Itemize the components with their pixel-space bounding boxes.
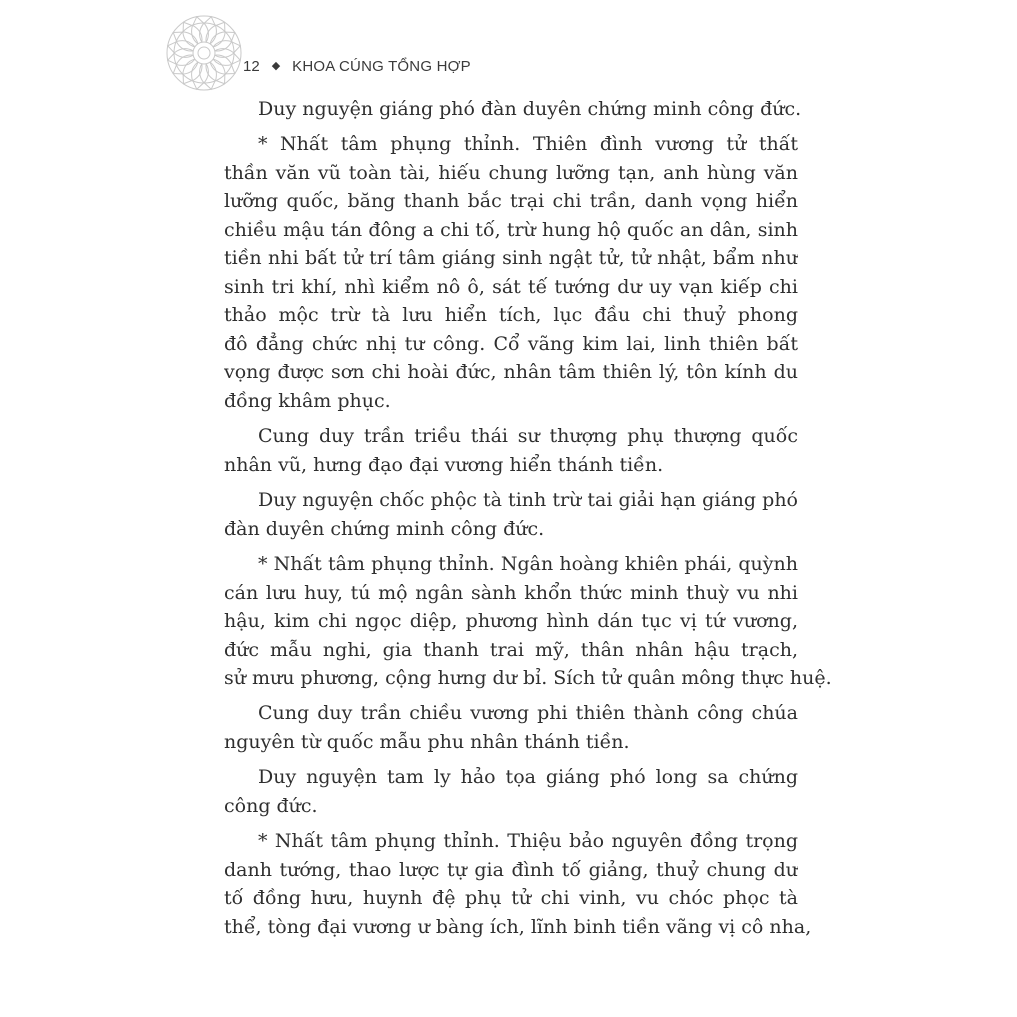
text-line: Duy nguyện giáng phó đàn duyên chứng minh công đức. xyxy=(258,98,802,120)
text-line: thần văn vũ toàn tài, hiếu chung lưỡng tạn, anh hùng văn xyxy=(224,161,798,184)
text-line: Cung duy trần triều thái sư thượng phụ thượng quốc xyxy=(258,425,798,448)
text-line: thảo mộc trừ tà lưu hiển tích, lục đầu chi thuỷ phong xyxy=(224,304,798,327)
text-line: tiền nhi bất tử trí tâm giáng sinh ngật tử, tử nhật, bẩm như xyxy=(224,247,798,270)
text-line: Cung duy trần chiều vương phi thiên thành công chúa xyxy=(258,702,798,725)
diamond-separator-icon: ◆ xyxy=(271,59,281,72)
text-line: sinh tri khí, nhì kiểm nô ô, sát tế tướng dư uy vạn kiếp chi xyxy=(224,275,798,298)
paragraph xyxy=(224,763,798,820)
paragraph xyxy=(224,95,802,124)
text-line: vọng được sơn chi hoài đức, nhân tâm thiên lý, tôn kính du xyxy=(224,361,798,384)
text-line: Duy nguyện chốc phộc tà tinh trừ tai giải hạn giáng phó xyxy=(258,489,798,512)
paragraph-gap xyxy=(224,820,798,827)
paragraph-gap xyxy=(224,543,798,550)
paragraph xyxy=(224,550,832,693)
text-line: danh tướng, thao lược tự gia đình tố giảng, thuỷ chung dư xyxy=(224,858,798,881)
running-head xyxy=(243,54,471,78)
text-line: đô đẳng chức nhị tư công. Cổ vãng kim lai, linh thiên bất xyxy=(224,332,798,355)
text-line: sử mưu phương, cộng hưng dư bỉ. Sích tử quân mông thực huệ. xyxy=(224,667,832,690)
paragraph xyxy=(224,130,798,415)
text-line: nguyên từ quốc mẫu phu nhân thánh tiền. xyxy=(224,730,630,753)
text-line: chiều mậu tán đông a chi tố, trừ hung hộ quốc an dân, sinh xyxy=(224,218,798,241)
text-line: công đức. xyxy=(224,794,318,817)
text-line: cán lưu huy, tú mộ ngân sành khổn thức minh thuỳ vu nhi xyxy=(224,581,798,604)
paragraph-gap xyxy=(224,756,798,763)
paragraph-gap xyxy=(224,124,798,131)
paragraph-gap xyxy=(224,479,798,486)
text-line: đàn duyên chứng minh công đức. xyxy=(224,517,545,540)
paragraph xyxy=(224,486,798,543)
running-title: KHOA CÚNG TỔNG HỢP xyxy=(292,57,471,75)
page-number: 12 xyxy=(243,57,260,75)
text-line: hậu, kim chi ngọc diệp, phương hình dán tục vị tứ vương, xyxy=(224,610,798,633)
text-line: tố đồng hưu, huynh đệ phụ tử chi vinh, vu chóc phọc tà xyxy=(224,887,798,910)
paragraph xyxy=(224,699,798,756)
text-line: * Nhất tâm phụng thỉnh. Thiệu bảo nguyên đồng trọng xyxy=(258,830,798,853)
text-line: Duy nguyện tam ly hảo tọa giáng phó long sa chứng xyxy=(258,766,798,789)
paragraph-gap xyxy=(224,693,798,700)
text-line: đức mẫu nghi, gia thanh trai mỹ, thân nhân hậu trạch, xyxy=(224,638,798,661)
text-line: * Nhất tâm phụng thỉnh. Ngân hoàng khiên phái, quỳnh xyxy=(258,553,798,576)
text-line: nhân vũ, hưng đạo đại vương hiển thánh tiền. xyxy=(224,453,664,476)
text-line: * Nhất tâm phụng thỉnh. Thiên đình vương tử thất xyxy=(258,133,798,156)
lotus-mandala-icon xyxy=(165,14,243,92)
text-line: đồng khâm phục. xyxy=(224,389,391,412)
body-text xyxy=(224,95,832,941)
paragraph xyxy=(224,422,798,479)
text-line: thể, tòng đại vương ư bàng ích, lĩnh binh tiền vãng vị cô nha, xyxy=(224,915,812,938)
text-line: lưỡng quốc, băng thanh bắc trại chi trần, danh vọng hiển xyxy=(224,190,798,213)
paragraph-gap xyxy=(224,415,798,422)
paragraph xyxy=(224,827,812,941)
